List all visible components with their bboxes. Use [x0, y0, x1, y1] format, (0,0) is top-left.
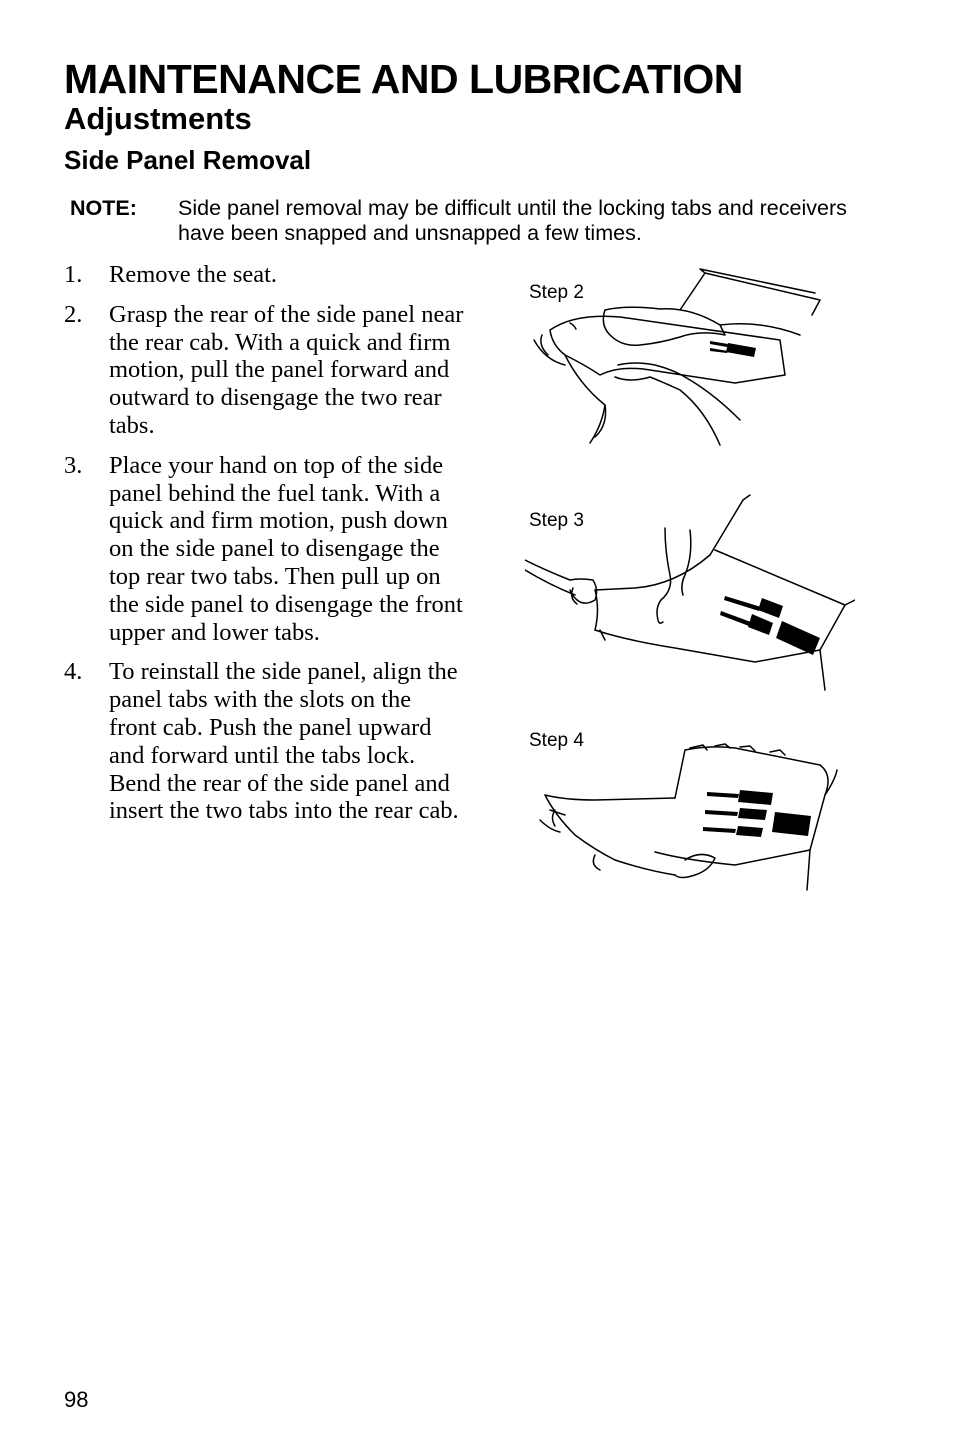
note-label: NOTE:: [70, 196, 137, 220]
list-item: [64, 658, 464, 825]
step-text: Remove the seat.: [109, 261, 278, 288]
step-number: 4.: [64, 658, 83, 686]
step-text: To reinstall the side panel, align the panel tabs with the slots on the front cab. Push the panel upward and forward until the tabs lock. Bend the rear of the side panel and insert the two tabs into the rear cab.: [109, 658, 459, 825]
hand-pushing-panel-illustration-icon: [525, 480, 855, 695]
page-number: 98: [64, 1387, 89, 1412]
step-text: Place your hand on top of the side panel behind the fuel tank. With a quick and firm motion, push down on the side panel to disengage the top rear two tabs. Then pull up on the side panel to disengage the front upper and lower tabs.: [109, 451, 463, 646]
hands-pulling-panel-illustration-icon: [530, 265, 840, 450]
step-number: 2.: [64, 300, 83, 328]
step-text: Grasp the rear of the side panel near the rear cab. With a quick and firm motion, pull the panel forward and outward to disengage the two rear tabs.: [109, 300, 464, 439]
figure-caption-step-3: Step 3: [529, 510, 584, 531]
section-heading: Adjustments: [64, 101, 252, 136]
list-item: [64, 452, 464, 647]
figure-caption-step-4: Step 4: [529, 730, 584, 751]
list-item: [64, 261, 464, 289]
figure-caption-step-2: Step 2: [529, 282, 584, 303]
subsection-heading: Side Panel Removal: [64, 145, 312, 175]
step-number: 3.: [64, 451, 83, 479]
steps-list: [64, 261, 464, 837]
hands-installing-panel-illustration-icon: [535, 740, 840, 895]
list-item: [64, 301, 464, 440]
page-title: MAINTENANCE AND LUBRICATION: [64, 56, 743, 102]
step-number: 1.: [64, 261, 83, 288]
note-text: Side panel removal may be difficult until the locking tabs and receivers have been snapped and unsnapped a few times.: [178, 196, 847, 245]
